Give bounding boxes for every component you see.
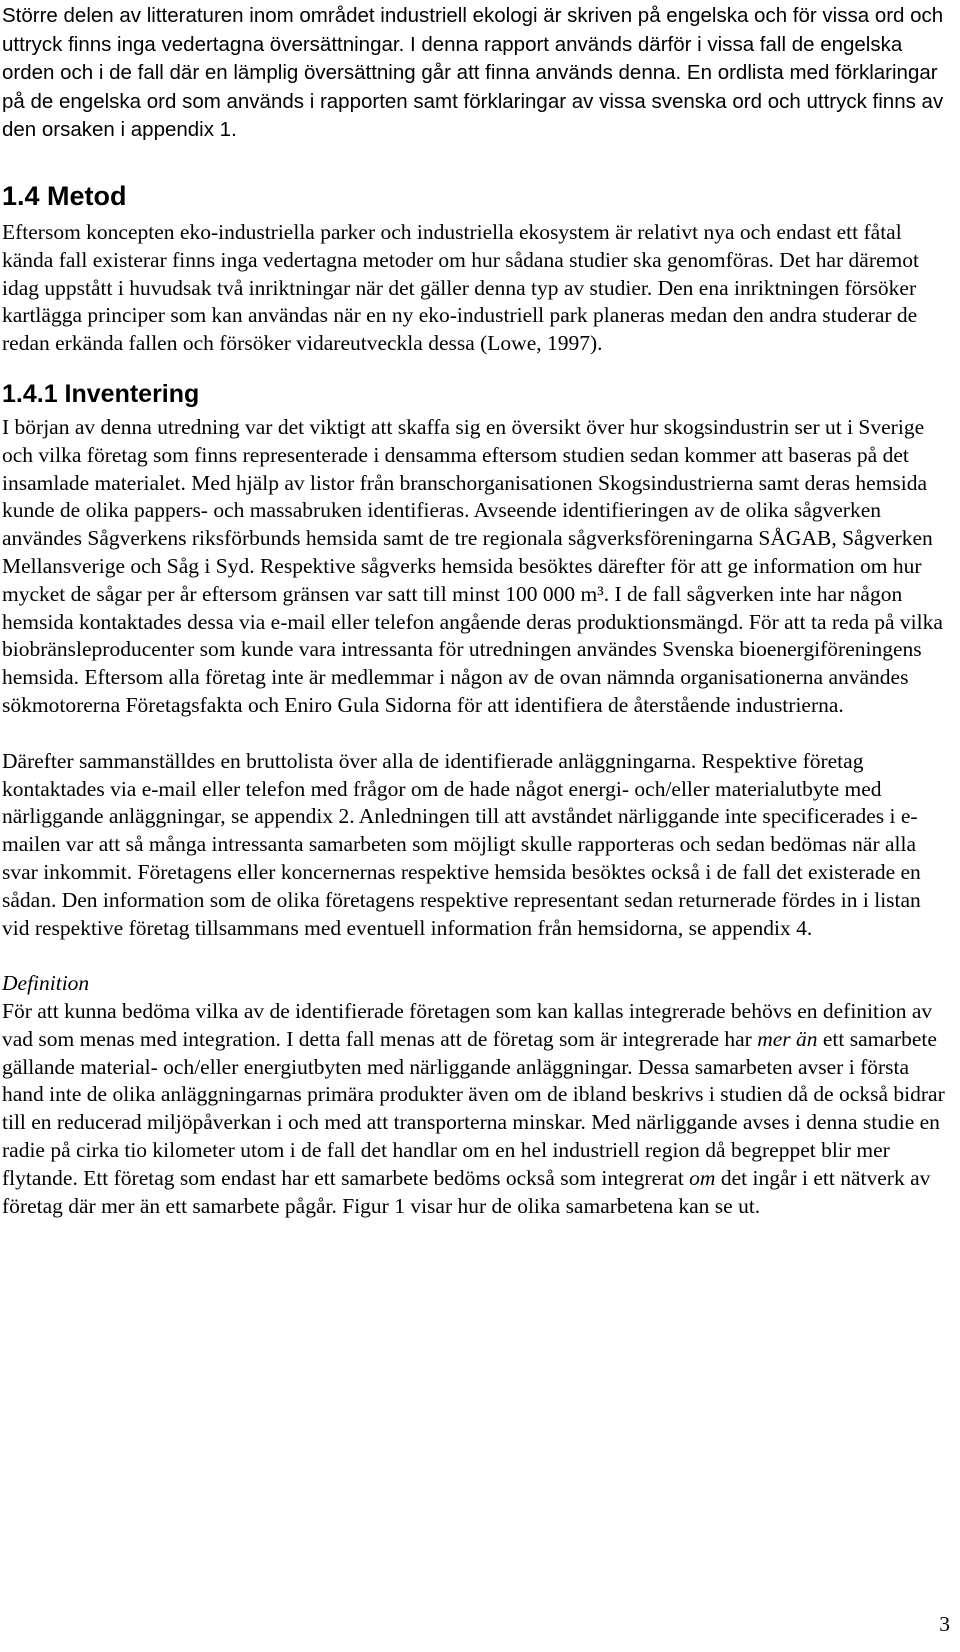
page-number: 3	[939, 1612, 950, 1636]
section-heading-metod: 1.4 Metod	[2, 180, 127, 211]
definition-heading: Definition	[2, 971, 90, 996]
subsection-heading-inventering: 1.4.1 Inventering	[2, 379, 200, 408]
document-page	[2, 0, 948, 1220]
inventering-paragraph-1: I början av denna utredning var det viktigt att skaffa sig en översikt över hur skogsindustrin ser ut i Sverige och vilka företag som finns representerade i densamma eftersom studien sedan kommer att baseras på det insamlade materialet. Med hjälp av listor från branschorganisationen Skogsindustrierna samt deras hemsida kunde de olika pappers- och massabruken identifieras. Avseende identifieringen av de olika sågverken användes Sågverkens riksförbunds hemsida samt de tre regionala sågverksföreningarna SÅGAB, Sågverken Mellansverige och Såg i Syd. Respektive sågverks hemsida besöktes därefter för att ge information om hur mycket de sågar per år eftersom gränsen var satt till minst 100 000 m³. I de fall sågverken inte har någon hemsida kontaktades dessa via e-mail eller telefon angående deras produktionsmängd. För att ta reda på vilka biobränsleproducenter som kunde vara intressanta för utredningen användes Svenska bioenergiföreningens hemsida. Eftersom alla företag inte är medlemmar i någon av de ovan nämnda organisationerna användes sökmotorerna Företagsfakta och Eniro Gula Sidorna för att identifiera de återstående industrierna.	[2, 414, 943, 717]
definition-paragraph	[2, 998, 948, 1220]
definition-emphasis-om: om	[689, 1165, 716, 1190]
inventering-paragraph-2: Därefter sammanställdes en bruttolista över alla de identifierade anläggningarna. Respektive företag kontaktades via e-mail eller telefon med frågor om de hade något energi- och/eller materialutbyte med närliggande anläggningar, se appendix 2. Anledningen till att avståndet närliggande inte specificerades i e-mailen var att så många intressanta samarbeten som möjligt skulle rapporteras och sedan bedömas när alla svar inkommit. Företagens eller koncernernas respektive hemsida besöktes också i de fall det existerade en sådan. Den information som de olika företagens respektive representant sedan returnerade fördes in i listan vid respektive företag tillsammans med eventuell information från hemsidorna, se appendix 4.	[2, 748, 921, 940]
definition-text-part-2: ett samarbete gällande material- och/eller energiutbyten med närliggande anläggningar. Dessa samarbeten avser i första hand inte de olika anläggningarnas primära produkter även om de ibland beskrivs i studien då de också bidrar till en reducerad miljöpåverkan i och med att transporterna minskar. Med närliggande avses i denna studie en radie på cirka tio kilometer utom i de fall det handlar om en hel industriell region då begreppet blir mer flytande. Ett företag som endast har ett samarbete bedöms också som integrerat	[2, 1026, 945, 1190]
definition-text-part-3: det ingår i ett nätverk av företag där mer än ett samarbete pågår. Figur 1 visar hur de olika samarbetena kan se ut.	[2, 1165, 931, 1218]
definition-text-part-1: För att kunna bedöma vilka av de identifierade företagen som kan kallas integrerade behövs en definition av vad som menas med integration. I detta fall menas att de företag som är integrerade har	[2, 999, 933, 1051]
metod-paragraph: Eftersom koncepten eko-industriella parker och industriella ekosystem är relativt nya och endast ett fåtal kända fall existerar finns inga vedertagna metoder om hur sådana studier ska genomföras. Det har däremot idag uppstått i huvudsak två inriktningar när det gäller denna typ av studier. Den ena inriktningen försöker kartlägga principer som kan användas när en ny eko-industriell park planeras medan den andra studerar de redan erkända fallen och försöker vidareutveckla dessa (Lowe, 1997).	[2, 219, 919, 356]
definition-emphasis-mer-an: mer än	[757, 1026, 818, 1051]
intro-paragraph: Större delen av litteraturen inom området industriell ekologi är skriven på engelska och för vissa ord och uttryck finns inga vedertagna översättningar. I denna rapport används därför i vissa fall de engelska orden och i de fall där en lämplig översättning går att finna används denna. En ordlista med förklaringar på de engelska ord som används i rapporten samt förklaringar av vissa svenska ord och uttryck finns av den orsaken i appendix 1.	[2, 4, 944, 142]
